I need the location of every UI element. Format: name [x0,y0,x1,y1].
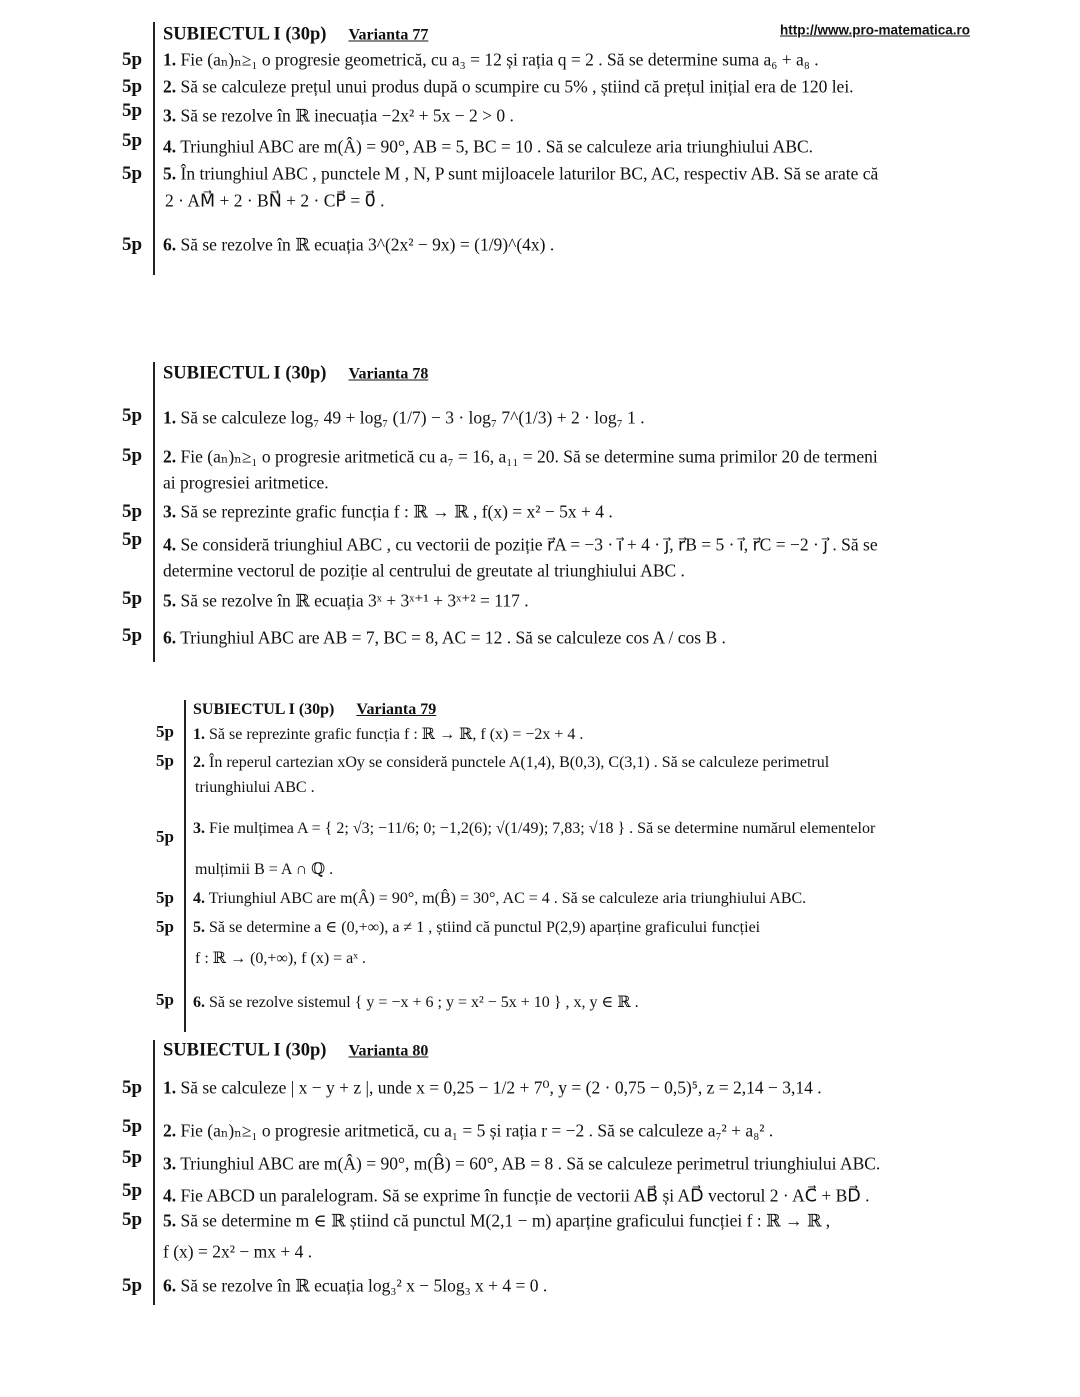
exercise-statement: În triunghiul ABC , punctele M , N, P sunt mijloacele laturilor BC, AC, respectiv AB. Să se arate că [180,163,879,184]
exercise-number: 1. [163,49,177,70]
exercise-statement: triunghiului ABC . [195,779,315,796]
points-label: 5p [156,722,174,741]
points-label: 5p [122,1077,143,1098]
exercise-text [163,1211,830,1232]
exercise-statement: Se consideră triunghiul ABC , cu vectorii de poziție r⃗A = −3 · i⃗ + 4 · j⃗, r⃗B = 5 · i⃗, r⃗C = −2 · j⃗ . Să se [180,534,878,555]
exercise-number: 1. [193,726,205,743]
exercise-statement: Să se rezolve sistemul { y = −x + 6 ; y = x² − 5x + 10 } , x, y ∈ ℝ . [209,994,639,1011]
exercise-statement: Să se calculeze prețul unui produs după o scumpire cu 5% , știind că prețul inițial era de 120 lei. [180,76,854,97]
exercise-statement: Fie (aₙ)ₙ≥₁ o progresie geometrică, cu a₃ = 12 și rația q = 2 . Să se determine suma a₆ + a₈ . [180,49,819,70]
exercise-text [193,890,806,908]
exercise-statement: f : ℝ → (0,+∞), f (x) = aˣ . [195,950,366,967]
exercise-statement: Să se reprezinte grafic funcția f : ℝ → ℝ, f (x) = −2x + 4 . [209,726,584,743]
section-title: SUBIECTUL I (30p) [163,363,327,384]
section-divider-line [153,1040,155,1305]
points-label: 5p [122,529,143,550]
exercise-number: 3. [163,501,177,522]
section-header [163,364,428,385]
exercise-number: 3. [193,820,205,837]
points-label: 5p [122,234,143,255]
section-title: SUBIECTUL I (30p) [163,1040,327,1061]
exercise-text [163,106,514,127]
exercise-text [163,1186,869,1207]
exercise-statement: Triunghiul ABC are m(Â) = 90°, m(B̂) = 60°, AB = 8 . Să se calculeze perimetrul triunghiului ABC. [180,1153,881,1174]
exercise-text [163,447,878,468]
exercise-statement: f (x) = 2x² − mx + 4 . [163,1241,313,1262]
points-label: 5p [156,888,174,907]
points-label: 5p [122,445,143,466]
exercise-statement: Fie ABCD un paralelogram. Să se exprime în funcție de vectorii AB⃗ și AD⃗ vectorul 2 · AC⃗ + BD⃗ . [180,1185,870,1206]
exercise-number: 5. [163,590,177,611]
exercise-text [163,77,854,98]
exercise-text [163,1154,880,1175]
exercise-number: 6. [163,234,177,255]
points-label: 5p [122,163,143,184]
exercise-text [193,754,829,772]
exercise-statement: Să se rezolve în ℝ ecuația 3ˣ + 3ˣ⁺¹ + 3ˣ⁺² = 117 . [180,590,529,611]
points-label: 5p [122,625,143,646]
exercise-text [163,1121,773,1142]
exercise-text [163,628,726,649]
points-label: 5p [122,100,143,121]
exercise-number: 6. [163,627,177,648]
points-label: 5p [122,76,143,97]
points-label: 5p [122,588,143,609]
points-label: 5p [122,130,143,151]
section-header [193,701,436,719]
exercise-statement: Triunghiul ABC are m(Â) = 90°, AB = 5, BC = 10 . Să se calculeze aria triunghiului ABC. [180,136,814,157]
exercise-number: 3. [163,1153,177,1174]
points-label: 5p [122,405,143,426]
points-label: 5p [156,917,174,936]
exercise-statement: Triunghiul ABC are AB = 7, BC = 8, AC = 12 . Să se calculeze cos A / cos B . [180,627,726,648]
exercise-number: 1. [163,407,177,428]
exercise-number: 4. [163,136,177,157]
exercise-statement: Fie mulțimea A = { 2; √3; −11/6; 0; −1,2(6); √(1/49); 7,83; √18 } . Să se determine numărul elementelor [209,820,876,837]
exercise-statement: Să se calculeze | x − y + z |, unde x = 0,25 − 1/2 + 7⁰, y = (2 · 0,75 − 0,5)⁵, z = 2,14 − 3,14 . [180,1077,822,1098]
exercise-statement: 2 · AM⃗ + 2 · BN⃗ + 2 · CP⃗ = 0⃗ . [165,190,385,211]
exercise-number: 4. [163,534,177,555]
website-url[interactable]: http://www.pro-matematica.ro [780,22,971,38]
exercise-text [193,917,760,937]
exercise-text [163,502,613,523]
section-header [163,1041,428,1062]
exercise-text [195,948,366,968]
exercise-number: 6. [163,1275,177,1296]
section-title: SUBIECTUL I (30p) [163,24,327,45]
exercise-statement: Triunghiul ABC are m(Â) = 90°, m(B̂) = 30°, AC = 4 . Să se calculeze aria triunghiului ABC. [208,890,807,907]
exercise-statement: În reperul cartezian xOy se consideră punctele A(1,4), B(0,3), C(3,1) . Să se calculeze perimetrul [209,754,830,771]
exercise-statement: Fie (aₙ)ₙ≥₁ o progresie aritmetică cu a₇ = 16, a₁₁ = 20. Să se determine suma primilor 20 de termeni [180,446,878,467]
exercise-number: 2. [163,76,177,97]
points-label: 5p [122,1180,143,1201]
points-label: 5p [122,1116,143,1137]
exercise-text [193,992,639,1012]
exercise-text [163,561,685,582]
section-divider-line [184,700,186,1032]
variant-label: Varianta 79 [356,701,437,718]
exercise-statement: Să se determine m ∈ ℝ știind că punctul M(2,1 − m) aparține graficului funcției f : ℝ → ℝ , [180,1210,831,1231]
exercise-number: 4. [163,1185,177,1206]
exercise-text [193,724,583,744]
section-divider-line [153,22,155,275]
variant-label: Varianta 78 [348,365,429,383]
exercise-number: 6. [193,994,205,1011]
exercise-text [165,191,385,212]
exercise-text [163,1078,822,1099]
exercise-number: 5. [193,919,205,936]
exercise-statement: ai progresiei aritmetice. [163,472,329,493]
exercise-number: 2. [193,754,205,771]
exercise-text [163,473,329,494]
exercise-text [163,137,813,158]
exercise-text [163,1276,547,1297]
exercise-number: 5. [163,1210,177,1231]
exercise-number: 2. [163,446,177,467]
exercise-statement: Să se calculeze log₇ 49 + log₇ (1/7) − 3 · log₇ 7^(1/3) + 2 · log₇ 1 . [180,407,645,428]
exercise-number: 4. [193,890,205,907]
exercise-statement: determine vectorul de poziție al centrului de greutate al triunghiului ABC . [163,560,685,581]
points-label: 5p [156,990,174,1009]
exercise-text [195,859,333,879]
variant-label: Varianta 80 [348,1042,429,1060]
exercise-text [193,820,875,838]
exercise-statement: Să se determine a ∈ (0,+∞), a ≠ 1 , știind că punctul P(2,9) aparține graficului funcției [209,919,761,936]
variant-label: Varianta 77 [348,26,429,44]
exercise-text [163,235,554,256]
exercise-text [163,1242,312,1263]
points-label: 5p [122,1147,143,1168]
section-title: SUBIECTUL I (30p) [193,701,335,718]
exercise-text [163,408,645,429]
exercise-number: 5. [163,163,177,184]
section-divider-line [153,362,155,662]
exercise-text [195,779,315,797]
exercise-number: 3. [163,105,177,126]
exercise-statement: mulțimii B = A ∩ ℚ . [195,861,334,878]
exercise-text [163,591,529,612]
section-header [163,25,428,46]
points-label: 5p [122,1209,143,1230]
exercise-text [163,164,878,185]
points-label: 5p [122,49,143,70]
exercise-statement: Să se reprezinte grafic funcția f : ℝ → ℝ , f(x) = x² − 5x + 4 . [180,501,613,522]
exercise-statement: Să se rezolve în ℝ ecuația log₃² x − 5log₃ x + 4 = 0 . [180,1275,548,1296]
exercise-statement: Să se rezolve în ℝ ecuația 3^(2x² − 9x) = (1/9)^(4x) . [180,234,555,255]
exercise-number: 2. [163,1120,177,1141]
points-label: 5p [156,827,174,846]
exercise-statement: Să se rezolve în ℝ inecuația −2x² + 5x − 2 > 0 . [180,105,514,126]
exercise-number: 1. [163,1077,177,1098]
exercise-statement: Fie (aₙ)ₙ≥₁ o progresie aritmetică, cu a₁ = 5 și rația r = −2 . Să se calculeze a₇² + a₈² . [180,1120,774,1141]
exercise-text [163,50,819,71]
points-label: 5p [156,751,174,770]
points-label: 5p [122,501,143,522]
exercise-text [163,535,878,556]
points-label: 5p [122,1275,143,1296]
